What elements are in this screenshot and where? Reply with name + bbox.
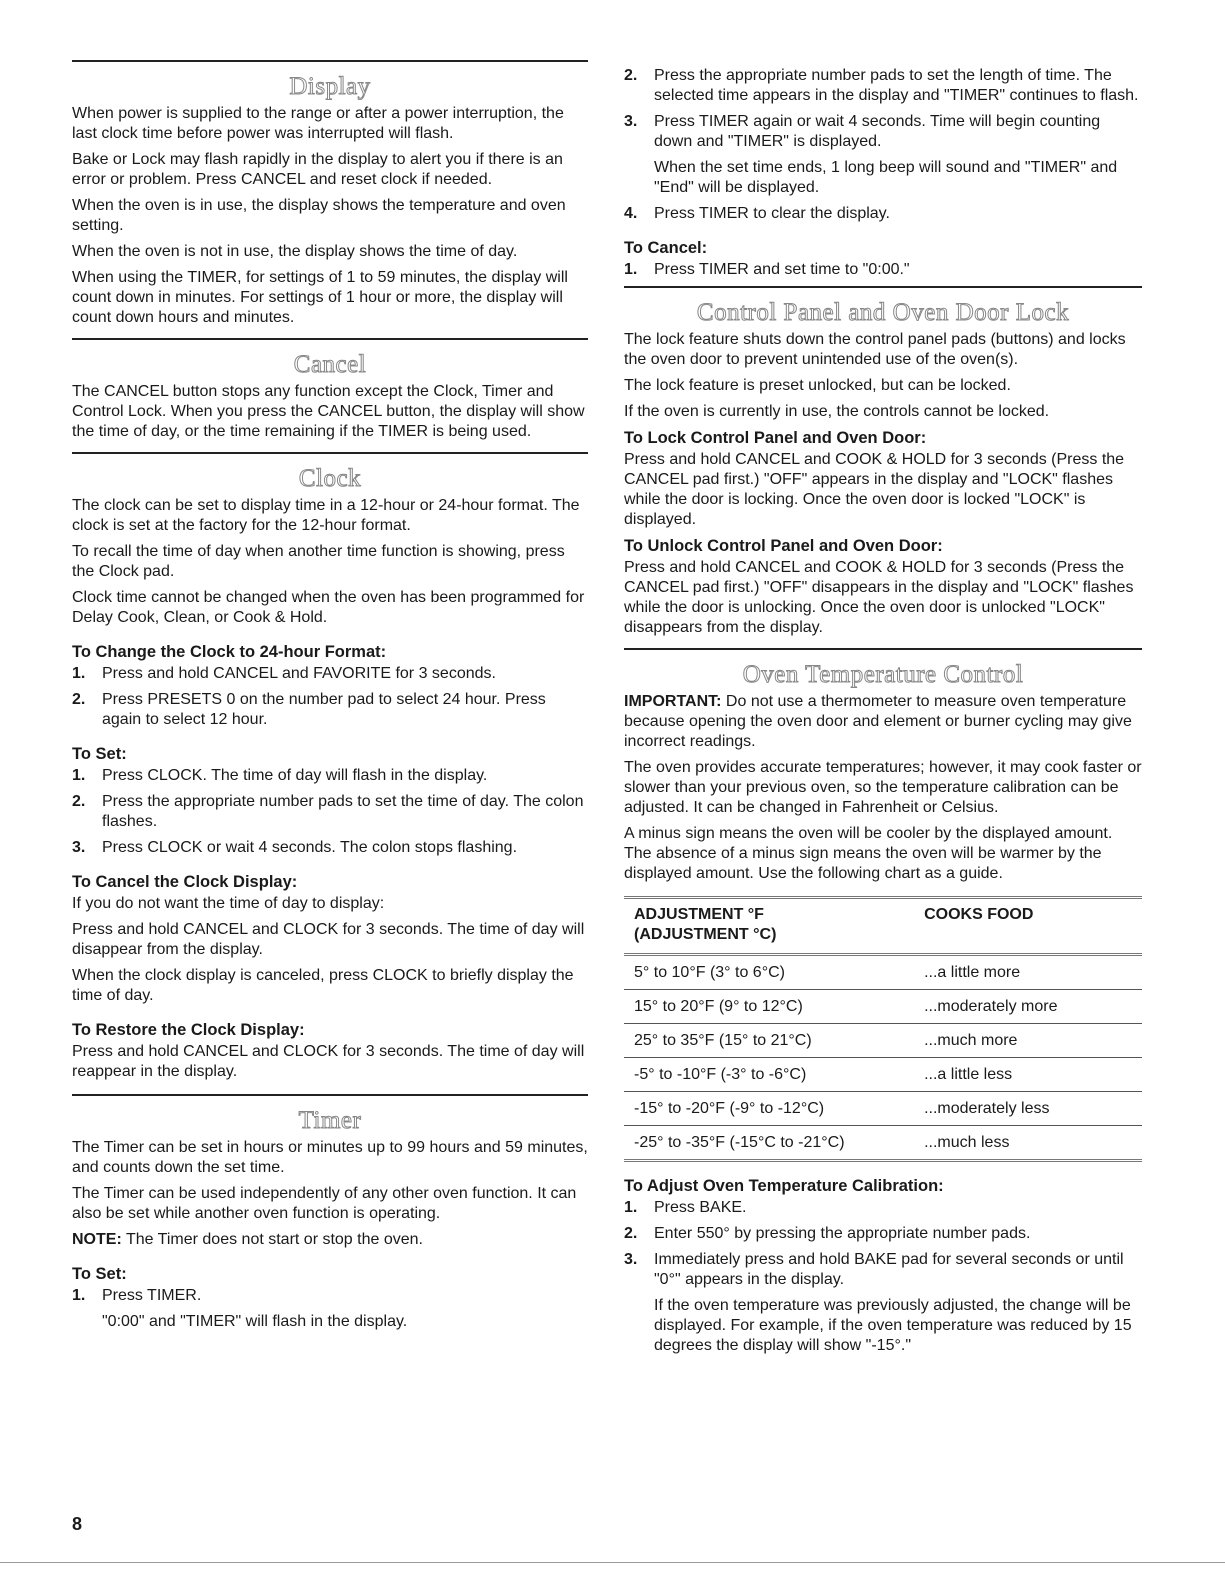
numbered-list xyxy=(624,260,1142,280)
paragraph: Bake or Lock may flash rapidly in the display to alert you if there is an error or problem. Press CANCEL and reset clock if needed. xyxy=(72,151,563,188)
subheading: To Cancel the Clock Display: xyxy=(72,873,298,891)
column-header-adjustment: ADJUSTMENT °F (ADJUSTMENT °C) xyxy=(634,906,777,943)
paragraph: Press and hold CANCEL and CLOCK for 3 seconds. The time of day will reappear in the display. xyxy=(72,1043,585,1080)
paragraph: The lock feature is preset unlocked, but can be locked. xyxy=(624,377,1011,394)
clock-section-title: Clock xyxy=(298,465,362,492)
paragraph: To recall the time of day when another time function is showing, press the Clock pad. xyxy=(72,543,565,580)
paragraph: Press and hold CANCEL and CLOCK for 3 seconds. The time of day will disappear from the display. xyxy=(72,921,585,958)
paragraph: When using the TIMER, for settings of 1 to 59 minutes, the display will count down in minutes. For settings of 1 hour or more, the display will count down hours and minutes. xyxy=(72,269,568,326)
list-item: 3. Press TIMER again or wait 4 seconds. Time will begin counting down and "TIMER" is displayed. xyxy=(624,113,1101,150)
subheading: To Restore the Clock Display: xyxy=(72,1021,305,1039)
section-rule xyxy=(72,60,588,62)
column-header-cooks-food: COOKS FOOD xyxy=(924,906,1034,923)
list-item: 3. Immediately press and hold BAKE pad for several seconds or until "0°" appears in the display. xyxy=(624,1251,1124,1288)
page-number: 8 xyxy=(72,1514,83,1534)
right-column xyxy=(624,66,1142,1362)
subheading: To Set: xyxy=(72,745,127,763)
list-item: 2. Press PRESETS 0 on the number pad to select 24 hour. Press again to select 12 hour. xyxy=(72,691,546,728)
table-row: 25° to 35°F (15° to 21°C) ...much more xyxy=(624,1024,1142,1058)
paragraph: The lock feature shuts down the control panel pads (buttons) and locks the oven door to prevent unintended use of the oven(s). xyxy=(624,331,1126,368)
numbered-list xyxy=(72,1286,588,1306)
list-item: 2. Press the appropriate number pads to set the length of time. The selected time appears in the display and "TIMER" continues to flash. xyxy=(624,67,1139,104)
section-rule xyxy=(72,452,588,454)
list-item: 1. Press CLOCK. The time of day will flash in the display. xyxy=(72,767,488,784)
list-subparagraph: When the set time ends, 1 long beep will sound and "TIMER" and "End" will be displayed. xyxy=(654,159,1118,196)
timer-section-title: Timer xyxy=(298,1107,362,1134)
important-paragraph: IMPORTANT: Do not use a thermometer to measure oven temperature because opening the oven door and element or burner cycling may give incorrect readings. xyxy=(624,693,1132,750)
list-subparagraph: "0:00" and "TIMER" will flash in the display. xyxy=(102,1313,408,1330)
numbered-list xyxy=(72,766,588,858)
numbered-list xyxy=(624,204,1142,224)
table-row: -15° to -20°F (-9° to -12°C) ...moderately less xyxy=(624,1092,1142,1126)
paragraph: The CANCEL button stops any function except the Clock, Timer and Control Lock. When you press the CANCEL button, the display will show the time of day, or the time remaining if the TIMER is being used. xyxy=(72,383,585,440)
paragraph: Press and hold CANCEL and COOK & HOLD for 3 seconds (Press the CANCEL pad first.) "OFF" disappears in the display and "LOCK" flashes while the door is unlocking. Once the oven door is unlocked "LOCK" disappears from the display. xyxy=(624,559,1134,636)
paragraph: Clock time cannot be changed when the oven has been programmed for Delay Cook, Clean, or Cook & Hold. xyxy=(72,589,585,626)
subheading: To Set: xyxy=(72,1265,127,1283)
list-item: 1. Press TIMER. xyxy=(72,1287,202,1304)
list-item: 2. Enter 550° by pressing the appropriate number pads. xyxy=(624,1225,1031,1242)
list-item: 3. Press CLOCK or wait 4 seconds. The colon stops flashing. xyxy=(72,839,518,856)
list-item: 2. Press the appropriate number pads to set the time of day. The colon flashes. xyxy=(72,793,584,830)
numbered-list xyxy=(72,664,588,730)
table-row: -5° to -10°F (-3° to -6°C) ...a little less xyxy=(624,1058,1142,1092)
list-item: 1. Press BAKE. xyxy=(624,1199,747,1216)
table-header-row xyxy=(624,898,1142,955)
subheading: To Change the Clock to 24-hour Format: xyxy=(72,643,387,661)
list-item: 4. Press TIMER to clear the display. xyxy=(624,205,890,222)
numbered-list xyxy=(624,1198,1142,1290)
paragraph: When the oven is not in use, the display shows the time of day. xyxy=(72,243,518,260)
paragraph: The oven provides accurate temperatures; however, it may cook faster or slower than your previous oven, so the temperature calibration can be adjusted. It can be changed in Fahrenheit or Celsius. xyxy=(624,759,1142,816)
table-row: -25° to -35°F (-15°C to -21°C) ...much less xyxy=(624,1126,1142,1161)
paragraph: If the oven is currently in use, the controls cannot be locked. xyxy=(624,403,1050,420)
section-rule xyxy=(72,1094,588,1096)
paragraph: The Timer can be set in hours or minutes up to 99 hours and 59 minutes, and counts down the set time. xyxy=(72,1139,588,1176)
note-paragraph: NOTE: The Timer does not start or stop the oven. xyxy=(72,1231,423,1248)
temperature-adjustment-table xyxy=(624,896,1142,1162)
left-column xyxy=(72,60,588,1338)
subheading: To Adjust Oven Temperature Calibration: xyxy=(624,1177,944,1195)
paragraph: When the clock display is canceled, press CLOCK to briefly display the time of day. xyxy=(72,967,574,1004)
paragraph: The Timer can be used independently of any other oven function. It can also be set while another oven function is operating. xyxy=(72,1185,577,1222)
display-section-title: Display xyxy=(289,73,371,100)
section-rule xyxy=(72,338,588,340)
page-bottom-rule xyxy=(0,1562,1225,1563)
subheading: To Cancel: xyxy=(624,239,708,257)
paragraph: The clock can be set to display time in a 12-hour or 24-hour format. The clock is set at the factory for the 12-hour format. xyxy=(72,497,580,534)
table-row: 15° to 20°F (9° to 12°C) ...moderately more xyxy=(624,990,1142,1024)
paragraph: A minus sign means the oven will be cooler by the displayed amount. The absence of a minus sign means the oven will be warmer by the displayed amount. Use the following chart as a guide. xyxy=(624,825,1113,882)
list-item: 1. Press TIMER and set time to "0:00." xyxy=(624,261,910,278)
temperature-section-title: Oven Temperature Control xyxy=(742,661,1024,688)
section-rule xyxy=(624,286,1142,288)
section-rule xyxy=(624,648,1142,650)
paragraph: When the oven is in use, the display shows the temperature and oven setting. xyxy=(72,197,566,234)
numbered-list xyxy=(624,66,1142,152)
paragraph: If you do not want the time of day to display: xyxy=(72,895,385,912)
paragraph: Press and hold CANCEL and COOK & HOLD for 3 seconds (Press the CANCEL pad first.) "OFF" appears in the display and "LOCK" flashes while the door is locking. Once the oven door is locked "LOCK" is displayed. xyxy=(624,451,1125,528)
table-row: 5° to 10°F (3° to 6°C) ...a little more xyxy=(624,955,1142,990)
cancel-section-title: Cancel xyxy=(293,351,367,378)
subheading: To Unlock Control Panel and Oven Door: xyxy=(624,537,943,555)
lock-section-title: Control Panel and Oven Door Lock xyxy=(696,299,1070,326)
list-item: 1. Press and hold CANCEL and FAVORITE for 3 seconds. xyxy=(72,665,496,682)
list-subparagraph: If the oven temperature was previously adjusted, the change will be displayed. For example, if the oven temperature was reduced by 15 degrees the display will show "-15°." xyxy=(654,1297,1132,1354)
paragraph: When power is supplied to the range or after a power interruption, the last clock time before power was interrupted will flash. xyxy=(72,105,564,142)
subheading: To Lock Control Panel and Oven Door: xyxy=(624,429,927,447)
